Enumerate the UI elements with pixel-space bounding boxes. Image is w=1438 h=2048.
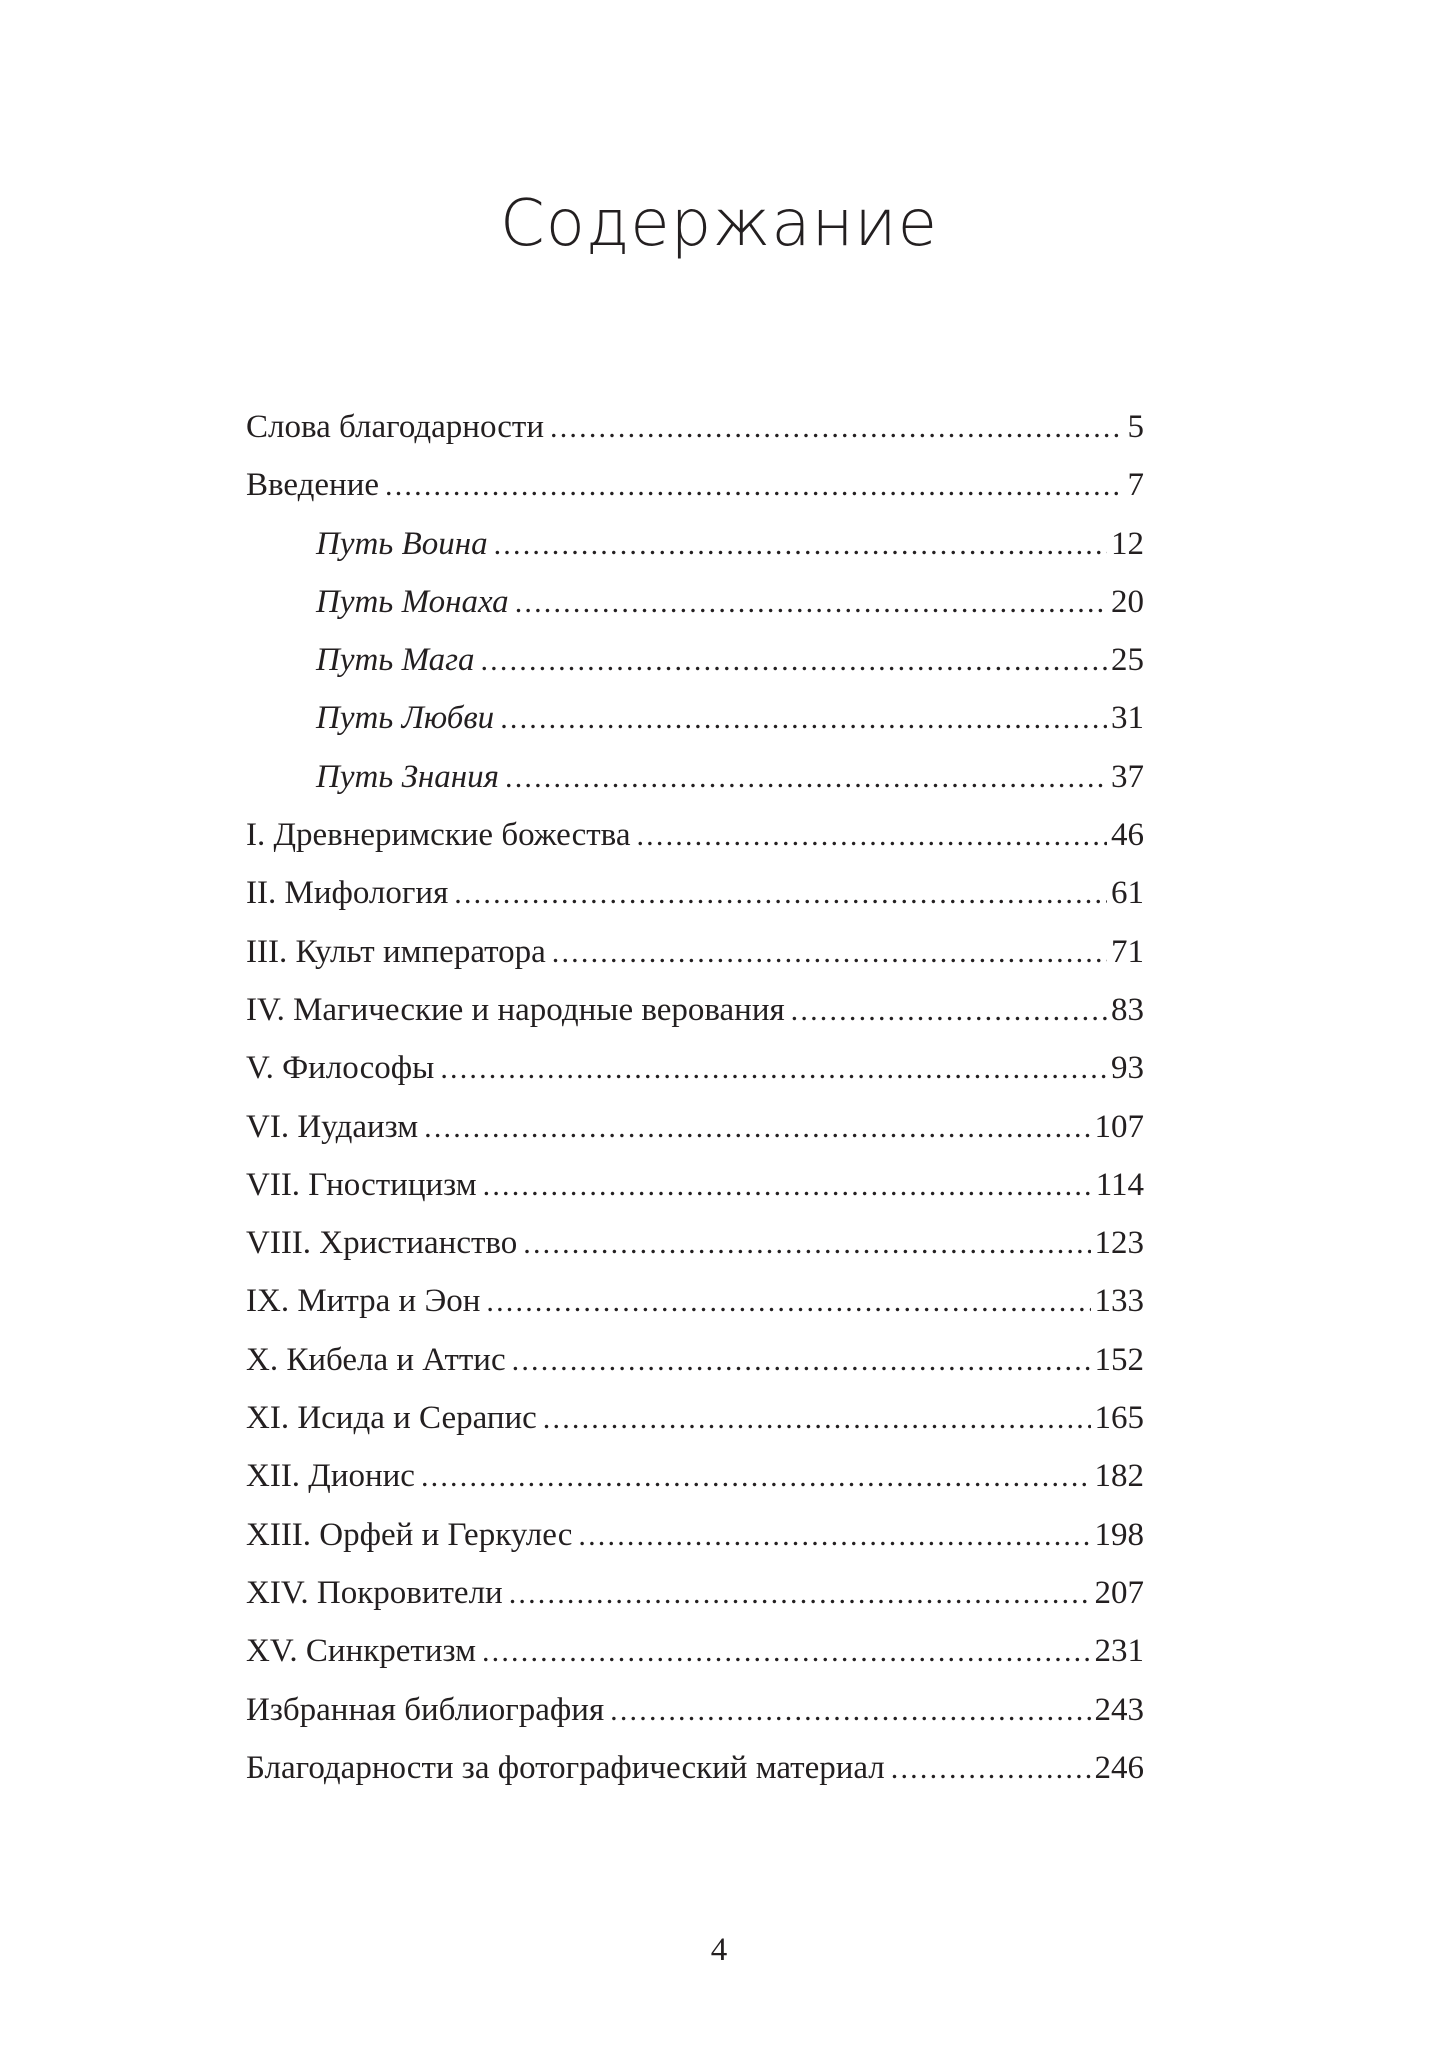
dot-leader — [550, 399, 1123, 457]
dot-leader — [483, 1157, 1092, 1215]
toc-entry — [246, 1272, 1144, 1330]
toc-entry-label: III. Культ императора — [246, 933, 546, 970]
toc-entry-label: Избранная библиография — [246, 1691, 605, 1728]
dot-leader — [421, 1448, 1091, 1506]
toc-entry-page: 25 — [1111, 642, 1144, 679]
toc-entry — [246, 864, 1144, 922]
toc-entry-page: 152 — [1094, 1341, 1144, 1378]
toc-entry-label: Путь Любви — [316, 700, 495, 737]
dot-leader — [636, 807, 1107, 865]
toc-entry-label: Путь Монаха — [316, 583, 509, 620]
toc-entry — [246, 1098, 1144, 1156]
toc-entry — [246, 398, 1144, 456]
dot-leader — [523, 1215, 1090, 1273]
toc-entry-label: XIII. Орфей и Геркулес — [246, 1516, 573, 1553]
toc-entry-page: 198 — [1094, 1516, 1144, 1553]
dot-leader — [543, 1390, 1091, 1448]
dot-leader — [512, 1332, 1091, 1390]
toc-entry-label: Благодарности за фотографический материал — [246, 1749, 885, 1786]
toc-entry — [246, 456, 1144, 514]
toc-entry-label: II. Мифология — [246, 875, 449, 912]
toc-entry — [246, 1214, 1144, 1272]
toc-entry-label: Путь Знания — [316, 758, 499, 795]
dot-leader — [486, 1273, 1090, 1331]
toc-entry-label: IV. Магические и народные верования — [246, 991, 785, 1028]
toc-entry-page: 20 — [1111, 583, 1144, 620]
toc-entry-page: 61 — [1111, 875, 1144, 912]
toc-entry-label: I. Древнеримские божества — [246, 817, 631, 854]
dot-leader — [440, 1040, 1107, 1098]
page-title: Содержание — [500, 187, 938, 261]
dot-leader — [578, 1507, 1090, 1565]
toc-entry — [246, 1622, 1144, 1680]
dot-leader — [552, 924, 1107, 982]
toc-entry — [246, 1331, 1144, 1389]
toc-entry-page: 123 — [1094, 1225, 1144, 1262]
dot-leader — [515, 574, 1107, 632]
toc-entry-page: 107 — [1094, 1108, 1144, 1145]
dot-leader — [480, 632, 1107, 690]
toc-entry-page: 114 — [1095, 1166, 1144, 1203]
toc-entry — [246, 1681, 1144, 1739]
toc-entry-label: VII. Гностицизм — [246, 1166, 477, 1203]
toc-entry-page: 37 — [1111, 758, 1144, 795]
table-of-contents — [246, 398, 1144, 1797]
toc-entry-label: XII. Дионис — [246, 1458, 415, 1495]
toc-subentry — [246, 515, 1144, 573]
toc-entry — [246, 1506, 1144, 1564]
dot-leader — [454, 865, 1107, 923]
toc-entry — [246, 1564, 1144, 1622]
dot-leader — [500, 690, 1107, 748]
toc-entry — [246, 806, 1144, 864]
toc-entry-page: 83 — [1111, 991, 1144, 1028]
toc-entry-page: 93 — [1111, 1050, 1144, 1087]
dot-leader — [482, 1623, 1091, 1681]
dot-leader — [505, 749, 1107, 807]
toc-entry-label: XV. Синкретизм — [246, 1633, 476, 1670]
toc-subentry — [246, 689, 1144, 747]
toc-entry-page: 243 — [1094, 1691, 1144, 1728]
toc-entry-page: 207 — [1094, 1574, 1144, 1611]
toc-entry-page: 182 — [1094, 1458, 1144, 1495]
toc-entry — [246, 1389, 1144, 1447]
toc-entry-page: 12 — [1111, 525, 1144, 562]
dot-leader — [509, 1565, 1091, 1623]
toc-entry — [246, 1739, 1144, 1797]
dot-leader — [385, 457, 1123, 515]
dot-leader — [424, 1099, 1090, 1157]
toc-entry-page: 31 — [1111, 700, 1144, 737]
toc-entry-label: XI. Исида и Серапис — [246, 1400, 537, 1437]
dot-leader — [791, 982, 1107, 1040]
toc-entry-page: 133 — [1094, 1283, 1144, 1320]
toc-entry-page: 5 — [1127, 409, 1144, 445]
toc-subentry — [246, 748, 1144, 806]
toc-entry — [246, 1447, 1144, 1505]
toc-subentry — [246, 573, 1144, 631]
page-number: 4 — [710, 1932, 728, 1968]
toc-entry-page: 231 — [1094, 1633, 1144, 1670]
toc-entry-page: 46 — [1111, 817, 1144, 854]
toc-entry — [246, 981, 1144, 1039]
toc-entry-label: Путь Воина — [316, 525, 488, 562]
toc-entry-page: 7 — [1127, 467, 1144, 504]
dot-leader — [494, 516, 1107, 574]
toc-entry-label: Слова благодарности — [246, 409, 545, 445]
toc-entry-page: 165 — [1094, 1400, 1144, 1437]
toc-entry-page: 71 — [1111, 933, 1144, 970]
toc-entry-label: Путь Мага — [316, 642, 475, 679]
dot-leader — [891, 1740, 1091, 1798]
toc-entry — [246, 923, 1144, 981]
toc-entry — [246, 1039, 1144, 1097]
dot-leader — [610, 1682, 1090, 1740]
toc-entry-label: XIV. Покровители — [246, 1574, 503, 1611]
toc-entry — [246, 1156, 1144, 1214]
toc-subentry — [246, 631, 1144, 689]
toc-entry-label: VIII. Христианство — [246, 1225, 518, 1262]
toc-entry-label: V. Философы — [246, 1050, 435, 1087]
toc-entry-label: VI. Иудаизм — [246, 1108, 419, 1145]
toc-entry-label: IX. Митра и Эон — [246, 1283, 481, 1320]
toc-entry-label: Введение — [246, 467, 380, 504]
toc-entry-page: 246 — [1094, 1749, 1144, 1786]
toc-entry-label: X. Кибела и Аттис — [246, 1341, 506, 1378]
